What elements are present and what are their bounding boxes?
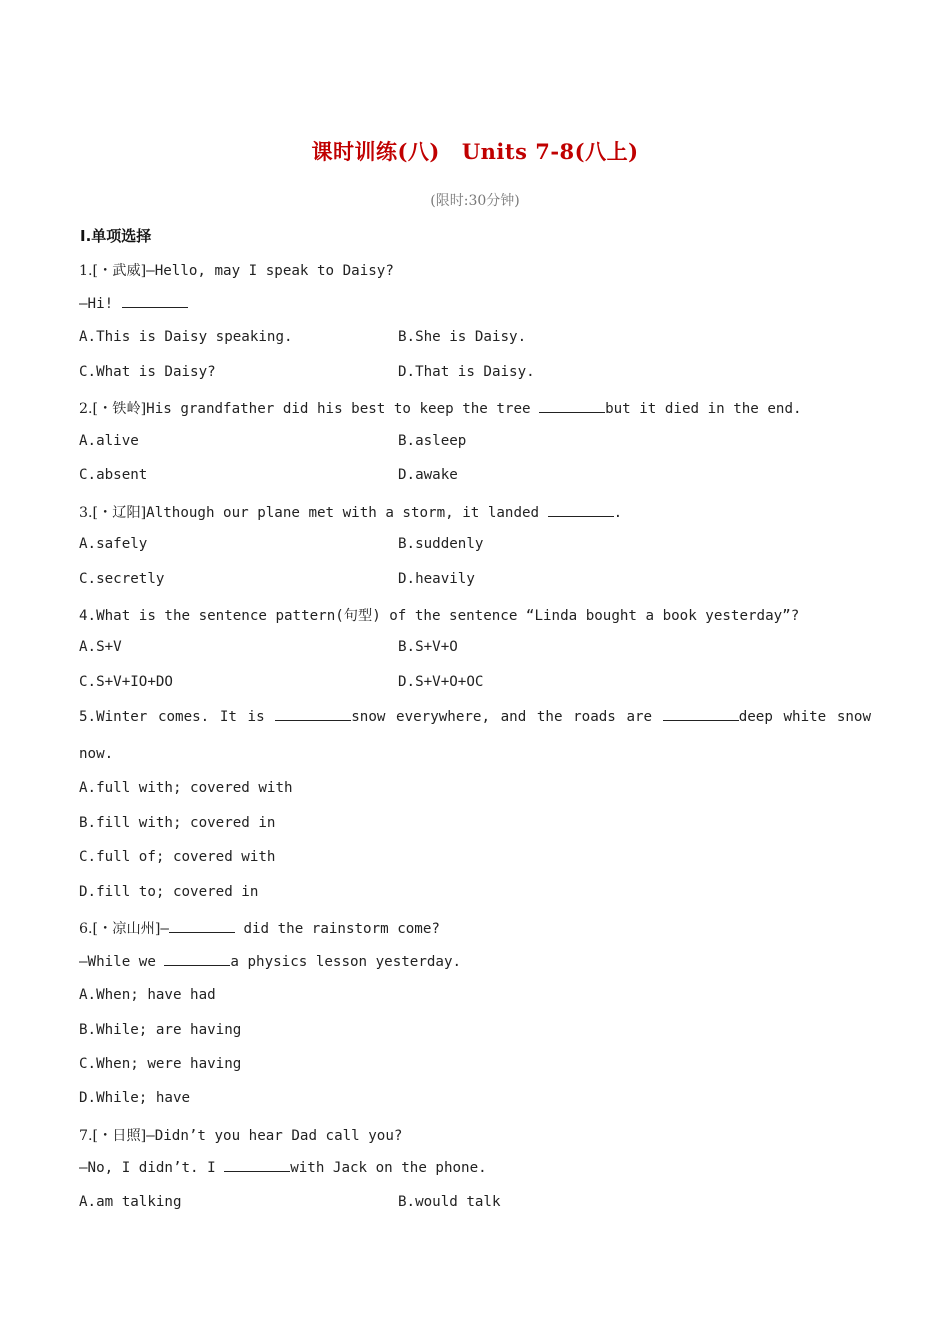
option: B.She is Daisy.	[398, 329, 527, 345]
option: D.While; have	[79, 1090, 191, 1106]
option: A.alive	[79, 433, 139, 449]
option: C.absent	[79, 467, 148, 483]
question-source: 6.[・凉山州]	[79, 921, 161, 937]
option: B.would talk	[398, 1194, 501, 1210]
option: A.safely	[79, 536, 148, 552]
option: C.When; were having	[79, 1056, 242, 1072]
answer-blank	[122, 295, 188, 308]
option: B.suddenly	[398, 536, 484, 552]
answer-blank	[164, 953, 230, 966]
option: A.This is Daisy speaking.	[79, 329, 293, 345]
option: C.S+V+IO+DO	[79, 674, 173, 690]
title-chinese: 课时训练(八)	[311, 139, 440, 164]
page-title	[0, 136, 950, 166]
answer-blank	[275, 708, 351, 721]
question-7-reply: —No, I didn’t. I with Jack on the phone.	[79, 1160, 487, 1176]
option: A.When; have had	[79, 987, 216, 1003]
question-source: 7.[・日照]	[79, 1128, 147, 1144]
option: D.That is Daisy.	[398, 364, 535, 380]
answer-blank	[663, 708, 739, 721]
question-4-stem: 4.What is the sentence pattern(句型) of the sentence “Linda bought a book yesterday”?	[79, 608, 800, 624]
option: B.fill with; covered in	[79, 815, 276, 831]
option: C.secretly	[79, 571, 165, 587]
question-source: 1.[・武威]	[79, 263, 147, 279]
answer-blank	[548, 504, 614, 517]
answer-blank	[224, 1159, 290, 1172]
option: C.What is Daisy?	[79, 364, 216, 380]
option: A.am talking	[79, 1194, 182, 1210]
question-source: 2.[・铁岭]	[79, 401, 147, 417]
question-6-reply: —While we a physics lesson yesterday.	[79, 954, 462, 970]
question-5-stem-continued: now.	[79, 746, 114, 762]
question-1-stem: 1.[・武威]—Hello, may I speak to Daisy?	[79, 263, 394, 279]
option: C.full of; covered with	[79, 849, 276, 865]
question-6-stem: 6.[・凉山州]— did the rainstorm come?	[79, 921, 440, 937]
option: D.awake	[398, 467, 458, 483]
time-limit: (限时:30分钟)	[430, 193, 520, 209]
title-units: Units 7-8(八上)	[461, 139, 639, 164]
question-5-stem: 5.Winter comes. It is snow everywhere, and the roads are deep white snow	[79, 709, 871, 725]
option: A.S+V	[79, 639, 122, 655]
question-2-stem: 2.[・铁岭]His grandfather did his best to keep the tree but it died in the end.	[79, 401, 802, 417]
option: D.heavily	[398, 571, 475, 587]
option: B.asleep	[398, 433, 467, 449]
option: D.S+V+O+OC	[398, 674, 484, 690]
question-source: 3.[・辽阳]	[79, 505, 147, 521]
option: D.fill to; covered in	[79, 884, 259, 900]
option: B.While; are having	[79, 1022, 242, 1038]
section-heading: Ⅰ.单项选择	[80, 227, 152, 245]
question-1-reply: —Hi!	[79, 295, 188, 312]
answer-blank	[169, 920, 235, 933]
question-7-stem: 7.[・日照]—Didn’t you hear Dad call you?	[79, 1128, 403, 1144]
option: B.S+V+O	[398, 639, 458, 655]
option: A.full with; covered with	[79, 780, 293, 796]
question-3-stem: 3.[・辽阳]Although our plane met with a storm, it landed .	[79, 505, 623, 521]
answer-blank	[539, 400, 605, 413]
